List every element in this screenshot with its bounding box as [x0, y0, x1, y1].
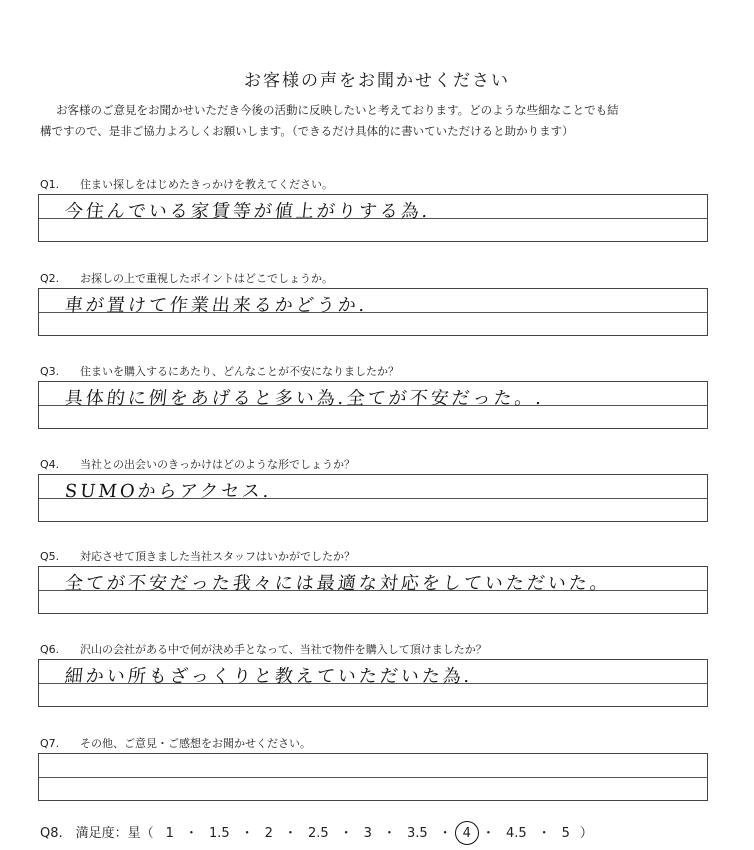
separator: ・ [438, 826, 452, 841]
separator: ・ [537, 826, 551, 841]
handwritten-answer: 今住んでいる家賃等が値上がりする為. [63, 201, 432, 222]
answer-box-3[interactable] [38, 381, 708, 429]
separator: ・ [339, 826, 353, 841]
separator: ・ [184, 826, 198, 841]
separator: ・ [283, 826, 297, 841]
question-number: Q4. [40, 458, 60, 471]
separator: ・ [240, 826, 254, 841]
rating-label: Q8. 満足度：星（ [40, 826, 154, 841]
question-text: その他、ご意見・ご感想をお聞かせください。 [80, 737, 311, 750]
question-text: 当社との出会いのきっかけはどのような形でしょうか？ [80, 458, 355, 471]
handwritten-answer: 具体的に例をあげると多い為.全てが不安だった。. [63, 388, 546, 409]
answer-box-6[interactable] [38, 659, 708, 707]
question-text: 住まい探しをはじめたきっかけを教えてください。 [80, 178, 333, 191]
answer-box-5[interactable] [38, 566, 708, 614]
question-text: 住まいを購入するにあたり、どんなことが不安になりましたか？ [80, 365, 399, 378]
separator: ・ [481, 826, 495, 841]
rating-option-1[interactable]: 1 [165, 826, 174, 841]
intro-line-2: 構ですので、是非ご協力よろしくお願いします。（できるだけ具体的に書いていただけると助かります） [40, 124, 574, 138]
rating-option-4[interactable]: 4 [462, 826, 471, 841]
question-7 [40, 735, 720, 751]
answer-box-2[interactable] [38, 288, 708, 336]
question-number: Q5. [40, 550, 60, 563]
rating-option-3[interactable]: 3 [363, 826, 372, 841]
separator: ・ [382, 826, 396, 841]
handwritten-answer: SUMOからアクセス. [63, 481, 273, 502]
question-text: お探しの上で重視したポイントはどこでしょうか。 [80, 272, 333, 285]
satisfaction-rating [40, 822, 593, 841]
rating-option-1-5[interactable]: 1.5 [208, 826, 230, 841]
rating-close: ） [579, 826, 593, 841]
answer-box-4[interactable] [38, 474, 708, 522]
answer-box-1[interactable] [38, 194, 708, 242]
question-5 [40, 548, 720, 564]
handwritten-answer: 全てが不安だった我々には最適な対応をしていただいた。 [63, 573, 612, 594]
answer-box-7[interactable] [38, 753, 708, 801]
question-text: 沢山の会社がある中で何が決め手となって、当社で物件を購入して頂けましたか？ [80, 643, 487, 656]
question-6 [40, 641, 720, 657]
rating-option-3-5[interactable]: 3.5 [406, 826, 428, 841]
question-1 [40, 176, 720, 192]
rating-option-2-5[interactable]: 2.5 [307, 826, 329, 841]
handwritten-answer: 車が置けて作業出来るかどうか. [63, 295, 369, 316]
question-4 [40, 456, 720, 472]
question-2 [40, 270, 720, 286]
rating-option-4-5[interactable]: 4.5 [505, 826, 527, 841]
question-number: Q2. [40, 272, 60, 285]
intro-line-1: お客様のご意見をお聞かせいただき今後の活動に反映したいと考えております。どのような些細なことでも結 [56, 103, 619, 117]
question-3 [40, 363, 720, 379]
handwritten-answer: 細かい所もざっくりと教えていただいた為. [63, 666, 474, 687]
question-text: 対応させて頂きました当社スタッフはいかがでしたか？ [80, 550, 355, 563]
question-number: Q7. [40, 737, 60, 750]
rating-option-5[interactable]: 5 [561, 826, 570, 841]
question-number: Q6. [40, 643, 60, 656]
rating-option-2[interactable]: 2 [264, 826, 273, 841]
ruled-line [39, 777, 707, 778]
question-number: Q1. [40, 178, 60, 191]
page-title: お客様の声をお聞かせください [244, 71, 510, 91]
question-number: Q3. [40, 365, 60, 378]
